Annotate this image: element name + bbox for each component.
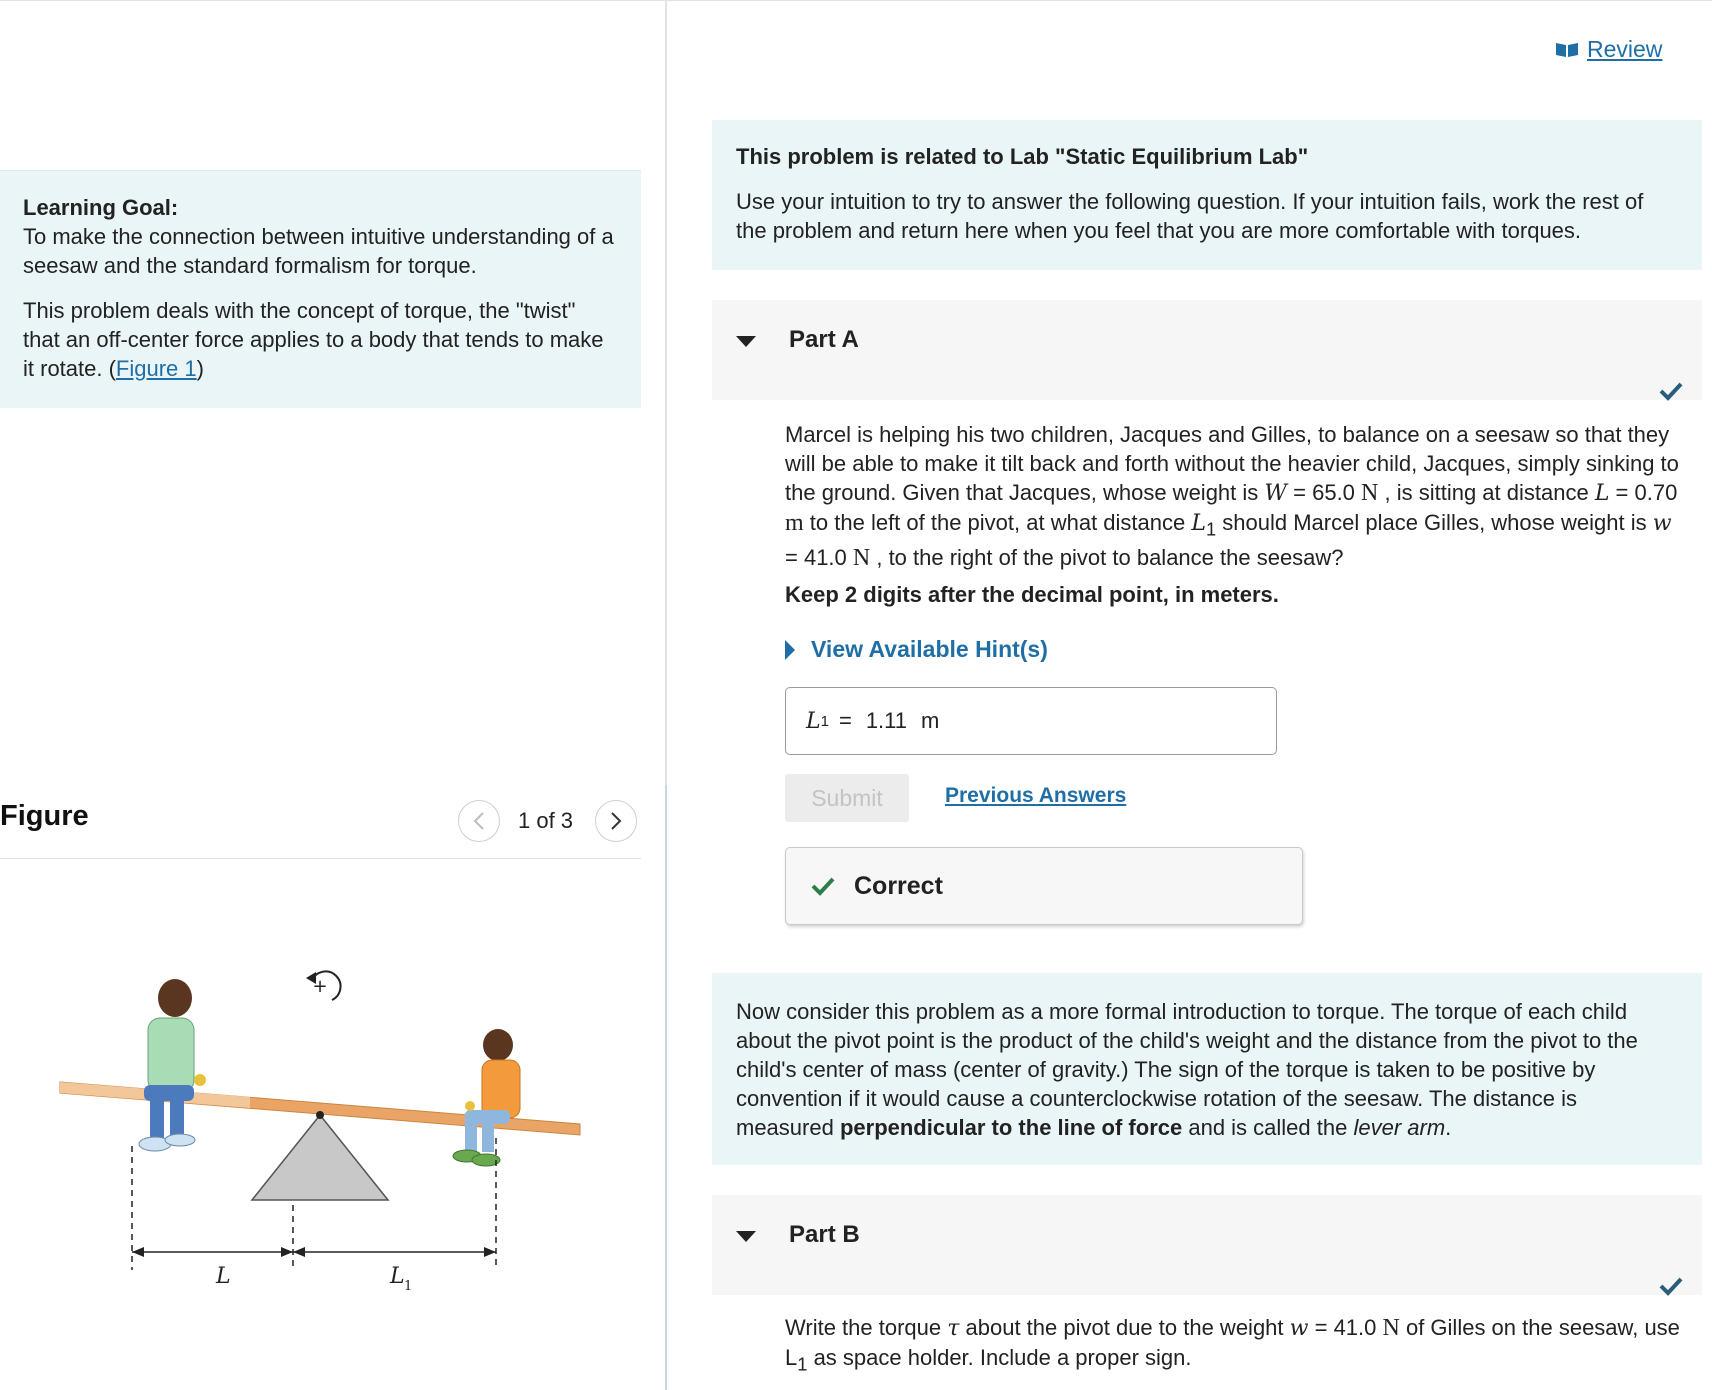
figure-pager-count: 1 of 3: [518, 808, 574, 833]
intro-end: ): [196, 356, 204, 381]
unit-N-b: N: [1382, 1315, 1400, 1341]
submit-button[interactable]: Submit: [785, 774, 909, 822]
correct-label: Correct: [854, 871, 943, 900]
pane-divider-active[interactable]: [665, 785, 667, 1390]
figure-title: Figure: [0, 800, 89, 832]
qb-text-2: about the pivot due to the weight: [959, 1315, 1290, 1340]
var-W: W: [1264, 481, 1288, 506]
seesaw-pivot: [252, 1115, 388, 1200]
pivot-point: [316, 1111, 324, 1119]
figure-header: [0, 800, 641, 860]
previous-answers-link[interactable]: Previous Answers: [945, 784, 1127, 807]
unit-N-2: N: [852, 545, 871, 572]
var-L1: L: [1191, 511, 1206, 536]
seesaw-figure: [50, 920, 610, 1310]
answer-field[interactable]: [785, 687, 1277, 755]
label-L: L: [216, 1264, 231, 1289]
collapse-triangle-icon: [736, 1231, 756, 1242]
completed-check-icon: [1658, 1275, 1684, 1297]
part-b-title: Part B: [789, 1221, 860, 1248]
var-L: L: [1594, 481, 1610, 506]
figure-rule: [0, 858, 641, 859]
qb-subscript: 1: [797, 1353, 808, 1375]
answer-equals: =: [838, 708, 852, 733]
view-hints-toggle[interactable]: [785, 636, 1048, 663]
intro-text: This problem deals with the concept of torque, the "twist" that an off-center force applies to a body that tends to make it rotate. (: [23, 298, 604, 381]
part-a-instruction: Keep 2 digits after the decimal point, in meters.: [785, 582, 1279, 607]
review-label: Review: [1587, 36, 1663, 62]
child-jacques: [139, 979, 206, 1151]
figure-next-button[interactable]: [595, 800, 637, 842]
qa-w-value: = 41.0: [785, 545, 853, 571]
review-link[interactable]: [1555, 36, 1662, 63]
figure-1-link[interactable]: Figure 1: [115, 356, 197, 381]
qa-text-5: , to the right of the pivot to balance the seesaw?: [870, 545, 1344, 571]
qb-text-1: Write the torque: [785, 1315, 948, 1340]
qa-text-2: , is sitting at distance: [1378, 480, 1595, 505]
part-b-header[interactable]: [712, 1195, 1702, 1295]
unit-m: m: [785, 510, 804, 536]
torque-info-text-b: and is called the: [1182, 1115, 1354, 1140]
rotation-sign: +: [312, 976, 328, 997]
qa-text-3: to the left of the pivot, at what distance: [803, 510, 1192, 535]
book-icon: [1555, 42, 1579, 58]
label-L1: L: [390, 1264, 405, 1289]
var-tau: τ: [947, 1316, 960, 1341]
answer-unit: m: [921, 708, 940, 733]
part-a-question: [785, 420, 1690, 573]
qa-L-value: = 0.70: [1609, 480, 1678, 505]
dimension-arrows: [132, 1247, 496, 1257]
correct-feedback: [785, 847, 1303, 925]
part-a-title: Part A: [789, 326, 859, 353]
lab-info-heading: This problem is related to Lab "Static Equilibrium Lab": [736, 144, 1309, 169]
qa-W-value: = 65.0: [1287, 480, 1362, 505]
chevron-right-icon: [609, 811, 623, 831]
learning-goal-panel: [0, 170, 641, 408]
learning-goal-title: Learning Goal:: [23, 195, 179, 220]
torque-info-italic: lever arm: [1353, 1115, 1446, 1140]
torque-info-text-a: Now consider this problem as a more formal introduction to torque. The torque of each child about the pivot point is the product of the child's weight and the distance from the pivot to the child's center of mass (center of gravity.) The sign of the torque is taken to be positive by convention if it would cause a counterclockwise rotation of the seesaw. The distance is measured: [736, 999, 1638, 1140]
completed-check-icon: [1658, 380, 1684, 402]
learning-goal-text: To make the connection between intuitive understanding of a seesaw and the standard formalism for torque.: [23, 224, 614, 278]
torque-info-text-c: .: [1445, 1115, 1452, 1140]
qb-w-value: = 41.0: [1308, 1315, 1383, 1340]
correct-check-icon: [810, 875, 836, 897]
qa-text-4: should Marcel place Gilles, whose weight is: [1216, 510, 1653, 535]
lab-info-panel: [712, 120, 1702, 270]
var-L1-subscript: 1: [1205, 518, 1217, 540]
qa-text-1: Marcel is helping his two children, Jacques and Gilles, to balance on a seesaw so that they will be able to make it tilt back and forth without the heavier child, Jacques, simply sinking to the ground. Given that Jacques, whose weight is: [785, 422, 1679, 505]
var-w-b: w: [1289, 1316, 1309, 1341]
rotation-direction-icon: [306, 971, 341, 1000]
answer-var-subscript: 1: [820, 712, 829, 730]
unit-N: N: [1361, 480, 1379, 506]
torque-info-bold: perpendicular to the line of force: [839, 1115, 1183, 1140]
answer-value: 1.11: [865, 708, 907, 733]
var-w: w: [1652, 511, 1672, 536]
torque-info-text: [736, 997, 1678, 1142]
qb-text-4: as space holder. Include a proper sign.: [807, 1345, 1192, 1370]
answer-var: L: [806, 708, 821, 734]
torque-info-panel: [712, 973, 1702, 1165]
view-hints-label: View Available Hint(s): [811, 636, 1048, 662]
chevron-left-icon: [472, 811, 486, 831]
part-a-header[interactable]: [712, 300, 1702, 400]
label-L1-subscript: 1: [404, 1279, 413, 1294]
expand-triangle-icon: [785, 640, 795, 660]
child-gilles: [453, 1029, 520, 1166]
collapse-triangle-icon: [736, 336, 756, 347]
top-rule: [0, 0, 1712, 1]
lab-info-text: Use your intuition to try to answer the following question. If your intuition fails, work the rest of the problem and return here when you feel that you are more comfortable with torques.: [736, 189, 1644, 243]
qb-text-3: of Gilles on the seesaw, use L: [785, 1315, 1680, 1370]
part-b-question: [785, 1313, 1690, 1378]
figure-prev-button[interactable]: [458, 800, 500, 842]
